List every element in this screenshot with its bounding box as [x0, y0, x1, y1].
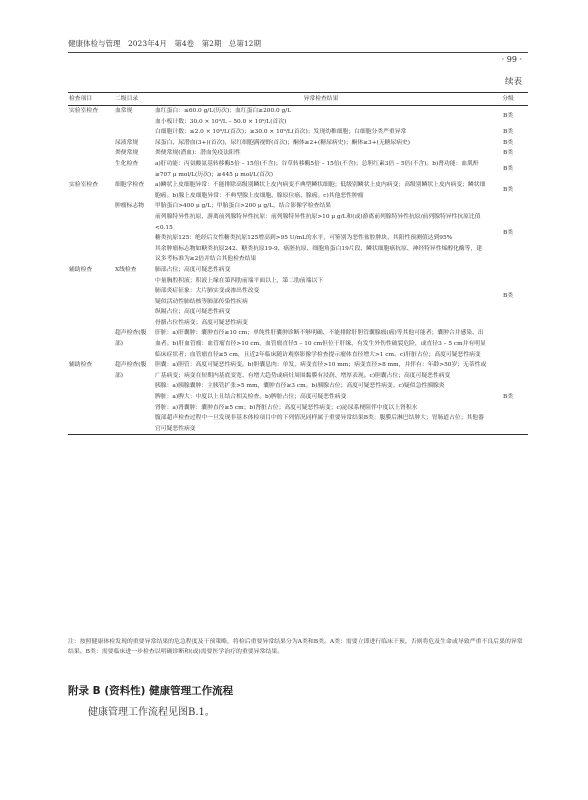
result-line: 甲胎蛋白>400 μ g/L；甲胎蛋白>200 μ g/L，结合影像学检查结果 [155, 203, 331, 210]
journal-header: 健康体检与管理 2023年4月 第4卷 第2期 总第12期 [68, 39, 261, 48]
result-line: 糖类抗原125：绝经后女性糖类抗原125增高到>95 U/mL的水平，可鉴别为恶性盆腔肿块，其阳性预测值达到95% [155, 235, 453, 242]
appendix-body: 健康管理工作流程见图B.1。 [88, 707, 215, 718]
table-row [68, 159, 528, 180]
row-item-cell: 辅助检查 [68, 360, 114, 435]
row-results-cell [154, 201, 488, 265]
row-item-cell [68, 148, 114, 159]
row-subcategory-cell: 超声检查(腹部) [114, 360, 154, 435]
table-row [68, 201, 528, 265]
row-item-cell [68, 201, 114, 265]
row-subcategory-cell: 尿液常规 [115, 139, 139, 146]
result-line: 纵隔占位；高度可疑恶性病变 [155, 309, 231, 316]
row-class-cell: B类 [502, 229, 514, 236]
row-item-cell [68, 159, 114, 180]
row-subcategory-cell: 细胞学检查 [115, 182, 144, 189]
row-results-cell [154, 360, 488, 435]
result-line: 肺部占位；高度可疑恶性病变 [155, 266, 231, 273]
row-subcategory-cell: 超声检查(腹部) [115, 330, 147, 348]
column-header-results: 异常检查结果 [154, 93, 488, 106]
result-line: 肝脏：a)肝囊肿：囊肿直径≥10 cm；单纯性肝囊肿诊断不够明确、不能排除肝胆管囊腺瘤(癌)等其他可能者；囊肿合并感染、出血者。b)肝血管瘤：血管瘤直径>10 cm，血管瘤直径5 – 10 cm但位于肝缘、有发生外伤性破裂危险，或直径3 – 5 cm并有明显临床症状者；血管瘤直径≥5 cm，且近2年临床随访观察影像学检查提示瘤体直径增大>1 cm。c)肝脏占位；高度可疑恶性病变 [155, 330, 486, 358]
row-item-cell: 实验室检查 [69, 182, 98, 189]
table-row [68, 328, 528, 360]
row-class-cell: B类 [502, 166, 514, 173]
column-header-item: 检查项目 [68, 93, 114, 106]
appendix-title: 附录 B (资料性) 健康管理工作流程 [68, 685, 234, 697]
column-header-subcategory: 二级目录 [114, 93, 154, 106]
row-subcategory-cell: X线检查 [115, 266, 137, 273]
row-class-cell: B类 [502, 150, 514, 157]
table-row [68, 180, 528, 201]
result-line: 粪便常规(潜血)：潜血免疫法阳性 [155, 150, 241, 157]
row-item-cell [68, 138, 114, 149]
row-class-cell: B类 [502, 129, 514, 136]
row-results-cell [154, 159, 488, 180]
row-results-cell [154, 138, 488, 149]
table-row [68, 127, 528, 138]
row-class-cell [488, 328, 528, 360]
abnormal-results-table [68, 92, 528, 435]
result-line: 中量胸腔积液；积液上缘在第四肋前端平面以上，第二肋前端以下 [155, 277, 324, 284]
table-note: 注：按照健康体检发现的重要异常结果的危急程度及干预策略，将检后重要异常结果分为A类和B类。A类：需要立即进行临床干预，否则将危及生命或导致严重不良后果的异常结果。B类：需要临床进一步检查以明确诊断和(或)需要医学治疗的重要异常结果。 [68, 639, 523, 656]
result-line: 血红蛋白：≤60.0 g/L(历次)；血红蛋白≥200.0 g/L [155, 108, 292, 114]
row-results-cell [154, 106, 488, 128]
row-results-cell [154, 180, 488, 201]
result-line: a)肝功能：丙氨酸氨基转移酶5倍 – 15倍(不含)；谷草转移酶5倍 – 15倍(不含)；总胆红素3倍 – 5倍(不含)。b)肾功能：血肌酐≥707 μ mol/L(历次)；≥445 μ mol/L(首次) [155, 160, 479, 178]
row-item-cell: 辅助检查 [69, 266, 93, 273]
header-divider [68, 52, 528, 53]
row-results-cell [154, 127, 488, 138]
table-row [68, 148, 528, 159]
row-results-cell [154, 265, 488, 329]
table-row [68, 138, 528, 149]
row-class-cell: B类 [502, 113, 514, 120]
page-number: · 99 · [501, 55, 522, 64]
result-line: a)鳞状上皮细胞异常：不能排除高级别鳞状上皮内病变不典型鳞状细胞；低级别鳞状上皮内病变；高级别鳞状上皮内病变；鳞状细胞癌。b)腺上皮细胞异常：不典型腺上皮细胞、腺原位癌、腺癌。c)其他恶性肿瘤 [155, 182, 486, 199]
result-line: 前列腺特异性抗原、游离前列腺特异性抗原：前列腺特异性抗原>10 μ g/L和(或)游离前列腺特异性抗原/前列腺特异性抗原比值<0.15 [155, 213, 481, 231]
row-class-cell: B类 [502, 293, 514, 300]
result-line: 血小板计数：30.0 × 10⁹/L – 50.0 × 10⁹/L(首次) [155, 118, 287, 125]
table-row [68, 106, 528, 128]
row-class-cell: B类 [502, 139, 514, 146]
row-item-cell: 实验室检查 [69, 108, 98, 114]
column-header-class: 分级 [488, 93, 528, 106]
row-subcategory-cell: 血常规 [115, 108, 133, 114]
result-line: 疑似活动性肺结核等肺部传染性疾病 [155, 298, 248, 305]
result-line: 尿蛋白、尿潜血(3+)(首次)，尿红细胞满视野(首次)；酮体≥2+(糖尿病史)；酮体≥3+(无糖尿病史) [155, 139, 411, 146]
row-results-cell [154, 148, 488, 159]
row-results-cell [154, 328, 488, 360]
row-class-cell: B类 [488, 360, 528, 435]
result-line: 肾脏：a)肾囊肿：囊肿直径≥5 cm；b)肾脏占位；高度可疑恶性病变；c)泌尿系梗阻伴中度以上肾积水 [155, 404, 418, 411]
row-class-cell: B类 [502, 187, 514, 194]
row-item-cell [68, 328, 114, 360]
row-subcategory-cell: 生化检查 [115, 160, 139, 167]
row-subcategory-cell: 肿瘤标志物 [115, 203, 144, 210]
result-line: 其余肿瘤标志物如糖类抗原242、糖类抗原19-9、癌胚抗原、细胞角蛋白19片段、鳞状细胞癌抗原、神经特异性烯醇化酶等，建议多考标准为≥2倍并结合其他检查结果 [155, 245, 483, 263]
table-header-row [68, 93, 528, 106]
table-row [68, 360, 528, 435]
table-row [68, 265, 528, 329]
result-line: 腹部超声检查过程中一旦发现非基本体检项目中的下列情况同样属于重要异常结果B类：腹膜后淋巴结肿大；胃肠道占位；其他器官可疑恶性病变 [155, 415, 484, 432]
result-line: 脾脏：a)脾大：中度以上且结合相关检查。b)脾脏占位；高度可疑恶性病变 [155, 394, 347, 401]
result-line: 白细胞计数：≤2.0 × 10⁹/L(首次)；≥30.0 × 10⁹/L(首次)；发现幼稚细胞；白细胞分类严重异常 [155, 129, 407, 136]
result-line: 胰腺：a)胰腺囊肿：主胰管扩张>5 mm，囊肿直径≥3 cm。b)胰腺占位；高度可疑恶性病变。c)疑似急性胰腺炎 [155, 383, 445, 390]
row-subcategory-cell [114, 127, 154, 138]
row-subcategory-cell: 粪便常规 [115, 150, 139, 157]
continued-label: 续表 [504, 77, 522, 87]
result-line: 骨骼占位性病变；高度可疑恶性病变 [155, 319, 248, 326]
result-line: 胆囊：a)胆管：高度可疑恶性病变。b)胆囊息肉：单发，病变直径>10 mm；病变直径>8 mm，并伴有：年龄>50岁；无蒂性或广基病变；病变在短期内基底变宽、有增大趋势或病灶周围黏膜有浸润、增厚表现。c)胆囊占位；高度可疑恶性病变 [155, 362, 487, 379]
result-line: 肺部炎症征象：大片肺实变或渗出性改变 [155, 288, 260, 295]
row-item-cell [68, 127, 114, 138]
